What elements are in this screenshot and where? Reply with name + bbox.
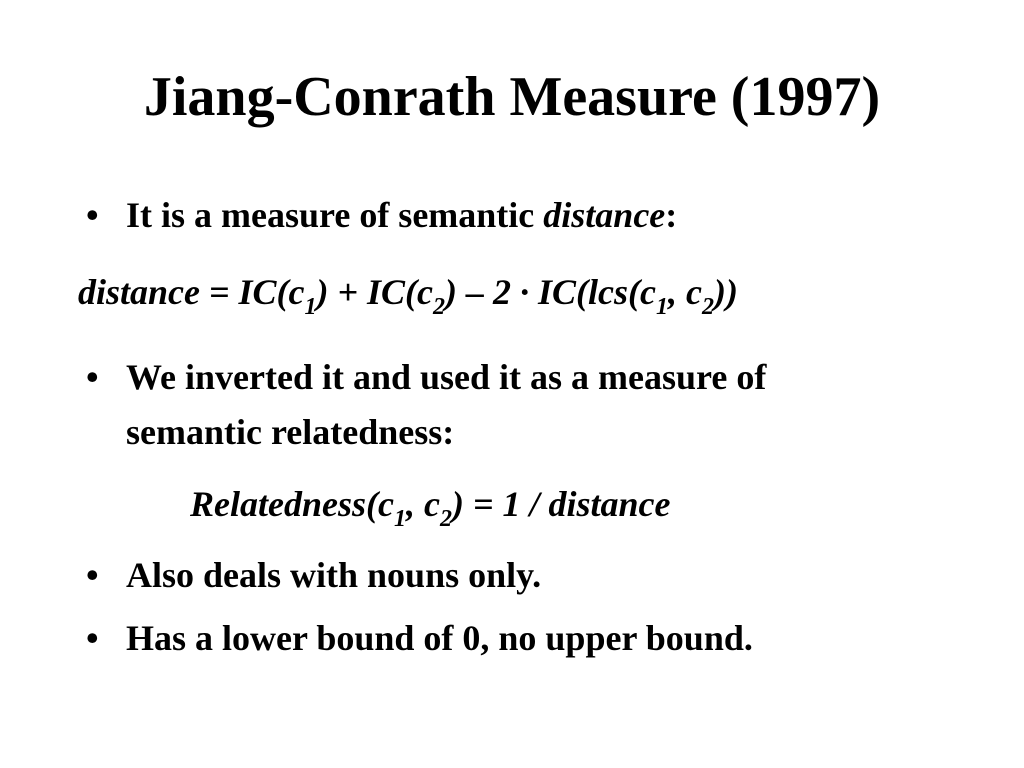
bullet-icon: • xyxy=(86,357,99,397)
formula-part: , c xyxy=(667,272,702,312)
formula-subscript: 2 xyxy=(701,294,714,320)
bullet-icon: • xyxy=(86,555,99,595)
formula-subscript: 1 xyxy=(393,506,406,532)
bullet-text-line-2: semantic relatedness: xyxy=(126,412,455,452)
bullet-text-after: : xyxy=(665,195,678,235)
bullet-text-plain: It is a measure of semantic xyxy=(126,195,544,235)
formula-part: ) + IC(c xyxy=(316,272,434,312)
bullet-text: Also deals with nouns only. xyxy=(126,555,542,595)
bullet-text-italic: distance xyxy=(543,195,666,235)
formula-part: ) = 1 / distance xyxy=(451,484,671,524)
slide-title: Jiang-Conrath Measure (1997) xyxy=(143,66,881,128)
formula-distance xyxy=(78,268,738,320)
formula-subscript: 2 xyxy=(433,294,446,320)
formula-part: )) xyxy=(713,272,738,312)
formula-subscript: 2 xyxy=(439,506,452,532)
formula-part: , c xyxy=(405,484,440,524)
bullet-text xyxy=(126,188,677,242)
bullet-text: Has a lower bound of 0, no upper bound. xyxy=(126,618,753,658)
formula-eq: = xyxy=(200,272,239,312)
formula-part: Relatedness(c xyxy=(190,484,394,524)
formula-part: IC(c xyxy=(238,272,305,312)
formula-part: ) – 2 · IC(lcs(c xyxy=(445,272,656,312)
bullet-text-line-1: We inverted it and used it as a measure of xyxy=(126,357,767,397)
formula-lhs: distance xyxy=(78,272,200,312)
bullet-icon: • xyxy=(86,618,99,658)
formula-relatedness xyxy=(190,480,671,532)
formula-subscript: 1 xyxy=(304,294,317,320)
bullet-icon: • xyxy=(86,195,99,235)
formula-subscript: 1 xyxy=(655,294,668,320)
